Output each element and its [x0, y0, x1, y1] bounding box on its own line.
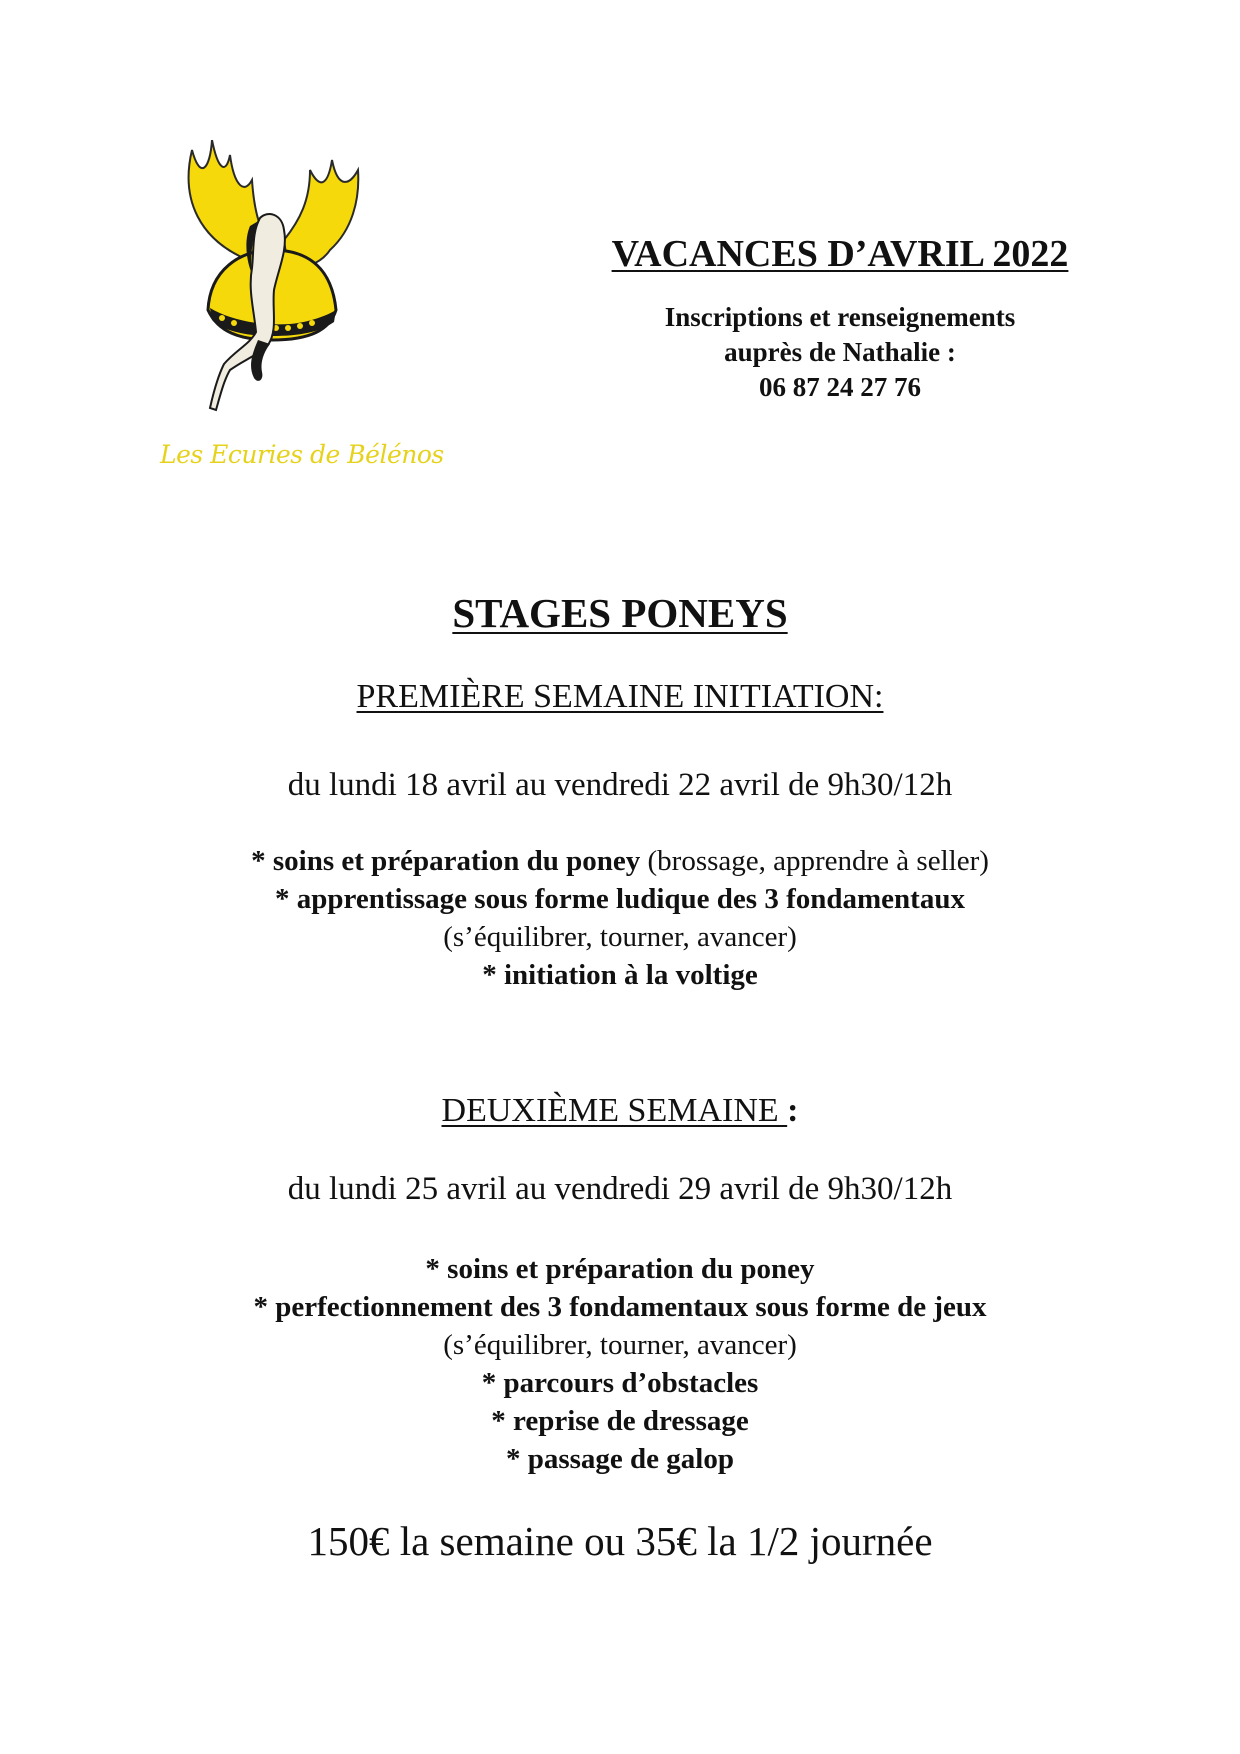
logo: [160, 140, 444, 485]
list-item: * passage de galop: [505, 1443, 734, 1475]
header: [560, 232, 1120, 405]
week2-title-colon: :: [787, 1092, 799, 1129]
price-info: 150€ la semaine ou 35€ la 1/2 journée: [307, 1518, 933, 1564]
week1-dates: du lundi 18 avril au vendredi 22 avril de 9h30/12h: [287, 767, 953, 803]
contact-line-1: Inscriptions et renseignements: [664, 302, 1016, 332]
list-item: * perfectionnement des 3 fondamentaux sous forme de jeux: [253, 1291, 987, 1323]
list-item: (s’équilibrer, tourner, avancer): [443, 921, 797, 953]
list-item: * soins et préparation du poney: [425, 1253, 815, 1285]
week1-list: [100, 842, 1140, 994]
week2-title: [100, 1090, 1140, 1132]
content: [100, 588, 1140, 1566]
list-item: * reprise de dressage: [491, 1405, 749, 1437]
logo-caption: Les Ecuries de Bélénos: [160, 440, 444, 469]
list-item: * initiation à la voltige: [482, 959, 758, 991]
contact-info: [560, 300, 1120, 405]
week2-title-text: DEUXIÈME SEMAINE: [441, 1092, 788, 1129]
contact-line-2: auprès de Nathalie :: [724, 337, 956, 367]
pegasus-logo-icon: [160, 140, 420, 440]
list-item: * parcours d’obstacles: [481, 1367, 759, 1399]
list-item: * soins et préparation du poney (brossage, apprendre à seller): [251, 845, 989, 877]
week1-title-text: PREMIÈRE SEMAINE INITIATION:: [356, 678, 884, 715]
week2-dates: du lundi 25 avril au vendredi 29 avril de 9h30/12h: [287, 1171, 953, 1207]
section-title: STAGES PONEYS: [452, 590, 788, 636]
week1-title: [100, 676, 1140, 718]
week2-list: [100, 1250, 1140, 1478]
list-item: (s’équilibrer, tourner, avancer): [443, 1329, 797, 1361]
main-title: VACANCES D’AVRIL 2022: [611, 233, 1069, 275]
phone-number: 06 87 24 27 76: [759, 372, 921, 402]
list-item: * apprentissage sous forme ludique des 3 fondamentaux: [275, 883, 965, 915]
